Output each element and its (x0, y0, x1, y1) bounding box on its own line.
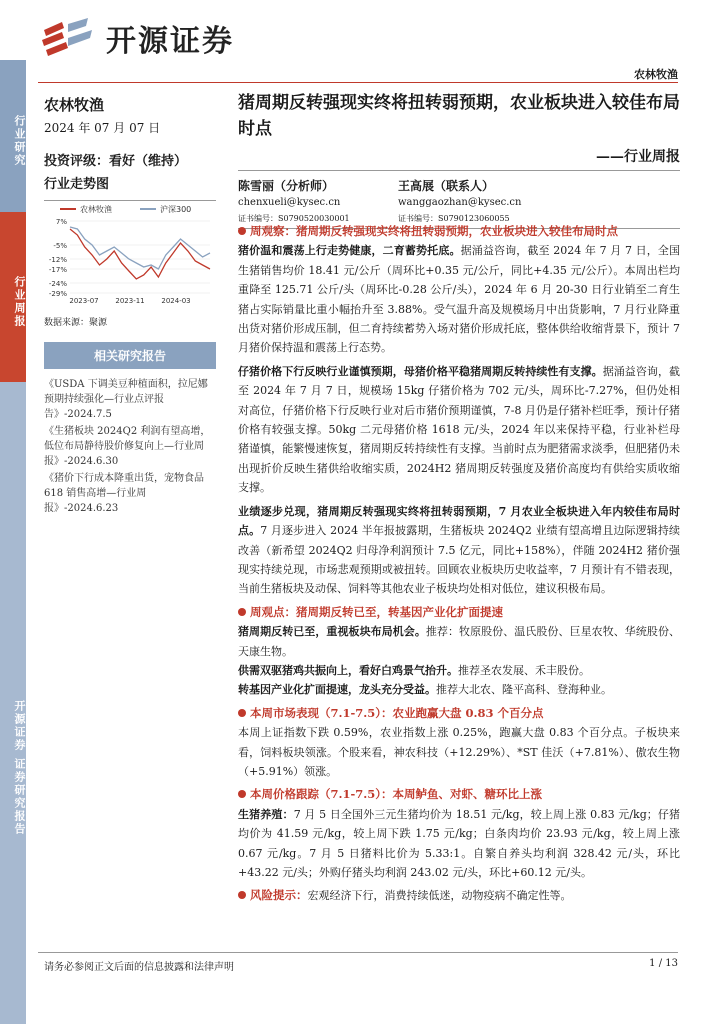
author-name: 王高展（联系人） (398, 179, 495, 193)
related-reports-list (44, 377, 216, 516)
section-heading (238, 785, 680, 804)
side-band-report: 开源证券 证券研究报告 (0, 382, 26, 1024)
subtitle-rule (238, 170, 680, 171)
author-card (238, 177, 398, 224)
paragraph-lead: 生猪养殖： (238, 807, 294, 821)
x-tick-label: 2024-03 (161, 297, 191, 305)
section-heading-text: 周观察：猪周期反转强现实终将扭转弱预期，农业板块进入较佳布局时点 (250, 224, 618, 238)
footer-disclaimer: 请务必参阅正文后面的信息披露和法律声明 (44, 962, 234, 973)
header-sector: 农林牧渔 (634, 68, 678, 81)
paragraph (238, 723, 680, 781)
paragraph (238, 805, 680, 883)
y-tick-label: -17% (48, 266, 67, 274)
paragraph-text: 推荐：牧原股份、温氏股份、巨星农牧、华统股份、天康生物。 (238, 625, 681, 658)
author-card (398, 177, 558, 224)
paragraph-lead: 仔猪价格下行反映行业谨慎预期，母猪价格平稳猪周期反转持续性有支撑。 (238, 364, 603, 378)
section-heading (238, 888, 308, 902)
trend-chart (44, 200, 216, 313)
paragraph-lead: 猪周期反转已至，重视板块布局机会。 (238, 625, 426, 639)
paragraph-text: 本周上证指数下跌 0.59%，农业指数上涨 0.25%，跑赢大盘 0.83 个百分点。子板块来看，饲料板块领涨。个股来看，神农科技（+12.29%）、*ST 佳沃（+7.81%）、傲农生物（+5.91%）领涨。 (238, 726, 680, 778)
paragraph-lead: 转基因产业化扩面提速，龙头充分受益。 (238, 683, 436, 697)
side-band-industry-research: 行业研究 (0, 60, 26, 212)
side-band-weekly: 行业周报 (0, 212, 26, 382)
paragraph-text: 推荐圣农发展、禾丰股份。 (458, 663, 590, 677)
trend-chart-svg (44, 201, 216, 309)
series-line (70, 227, 210, 269)
paragraph (238, 502, 680, 599)
authors (238, 177, 680, 224)
series-line (70, 229, 210, 279)
paragraph-text: 宏观经济下行，消费持续低迷，动物疫病不确定性等。 (307, 889, 572, 903)
paragraph-text: 据涌益咨询，截至 2024 年 7 月 7 日，全国生猪销售均价 18.41 元/公斤（周环比+0.35 元/公斤，同比+4.35 元/公斤）。本周出栏均重降至 125.71 公斤/头（周环比-0.28 公斤/头），2024 年 6 月 20-30 日行业销至二育生猪占实际销量比重小幅抬升至 3.88%。受气温升高及规模场月中出货影响，7 月行业降重出货对猪价形成压制，但二育持续蓄势入场对猪价形成托底，整体供给收缩背景下，预计 7 月猪价保持温和震荡上行态势。 (238, 244, 680, 355)
section-heading-text: 周观点：猪周期反转已至，转基因产业化扩面提速 (250, 604, 503, 619)
risk-warning (238, 886, 680, 905)
trend-chart-title: 行业走势图 (44, 177, 110, 192)
paragraph-lead: 猪价温和震荡上行走势健康，二育蓄势托底。 (238, 244, 461, 258)
section-heading (238, 704, 680, 723)
report-date: 2024 年 07 月 07 日 (44, 121, 161, 135)
y-tick-label: -24% (48, 280, 67, 288)
paragraph-lead: 业绩逐步兑现，猪周期反转强现实终将扭转弱预期，7 月农业全板块进入年内较佳布局时点。 (238, 504, 680, 538)
section-heading (238, 603, 680, 622)
paragraph-text: 推荐大北农、隆平高科、登海种业。 (436, 683, 612, 697)
legend-label: 沪深300 (160, 205, 192, 214)
y-tick-label: 7% (55, 218, 67, 226)
paragraph-text: 7 月逐步进入 2024 半年报披露期，生猪板块 2024Q2 业绩有望高增且边际逻辑持续改善（新希望 2024Q2 归母净利润预计 7.5 亿元，同比+158%），伴随 2024H2 猪价强现实持续兑现，市场悲观预期或被扭转。回顾农业板块历史收益率，7 月预计有不错表现，当前生猪板块及动保、饲料等其他农业子板块均处相对低位，建议积极布局。 (238, 524, 681, 596)
page-number: 1 / 13 (649, 958, 678, 969)
paragraph (238, 622, 680, 661)
bullet-icon (238, 227, 246, 235)
related-report-item[interactable]: 《生猪板块 2024Q2 利润有望高增，低位布局静待股价修复向上—行业周报》-2024.6.30 (44, 426, 211, 467)
paragraph (238, 680, 680, 699)
brand-name: 开源证券 (106, 24, 234, 59)
header-rule (38, 82, 678, 83)
paragraph-text: 据涌益咨询，截至 2024 年 7 月 7 日，规模场 15kg 仔猪价格为 702 元/头，周环比-7.27%，但仍处相对高位，仔猪价格下行反映行业对后市猪价预期谨慎，7-8 月仍是仔猪补栏旺季，预计仔猪价格有较强支撑。50kg 二元母猪价格 1618 元/头，2024 年以来保持平稳，行业补栏母猪谨慎，能繁慢速恢复，猪周期反转持续性有支撑。当前时点为肥猪需求淡季，但肥猪仍未出现折价反映生猪供给收缩实质，2024H2 猪周期反转强度及猪价高度均有供给实质收缩支撑。 (238, 364, 681, 495)
related-reports-title: 相关研究报告 (44, 342, 216, 369)
section-heading-text: 本周价格跟踪（7.1-7.5）：本周鲈鱼、对虾、糖环比上涨 (250, 787, 543, 802)
y-tick-label: -29% (48, 290, 67, 298)
related-report-item[interactable]: 《USDA 下调美豆种植面积，拉尼娜预期持续强化—行业点评报告》-2024.7.5 (44, 379, 208, 420)
bullet-icon (238, 608, 246, 616)
author-email[interactable]: chenxueli@kysec.cn (238, 197, 341, 208)
author-email[interactable]: wanggaozhan@kysec.cn (398, 197, 522, 208)
footer-rule (38, 952, 678, 953)
author-cert: 证书编号：S0790123060055 (398, 214, 510, 223)
section-heading (238, 222, 680, 241)
kaiyuan-logo-icon (38, 18, 96, 58)
paragraph (238, 362, 680, 498)
investment-rating: 投资评级：看好（维持） (44, 154, 188, 169)
bullet-icon (238, 790, 246, 798)
section-heading-text: 风险提示： (250, 888, 308, 903)
author-cert: 证书编号：S0790520030001 (238, 214, 350, 223)
paragraph-lead: 供需双驱猪鸡共振向上，看好白鸡景气抬升。 (238, 663, 458, 677)
x-tick-label: 2023-07 (69, 297, 99, 305)
paragraph (238, 241, 680, 357)
left-column (44, 94, 216, 518)
bullet-icon (238, 709, 246, 717)
report-subtitle: ——行业周报 (596, 149, 680, 165)
related-report-item[interactable]: 《猪价下行成本降重出货，宠物食品 618 销售高增—行业周报》-2024.6.23 (44, 473, 204, 514)
paragraph (238, 661, 680, 680)
sector-name: 农林牧渔 (44, 96, 105, 114)
section-heading-text: 本周市场表现（7.1-7.5）：农业跑赢大盘 0.83 个百分点 (250, 705, 544, 720)
x-tick-label: 2023-11 (115, 297, 145, 305)
paragraph-text: 7 月 5 日全国外三元生猪均价为 18.51 元/kg，较上周上涨 0.83 元/kg；仔猪均价为 41.59 元/kg，较上周下跌 1.75 元/kg；白条肉均价 23.93 元/kg，较上周上涨 0.67 元/kg。7 月 5 日猪料比价为 5.33:1。自繁自养头均利润 328.42 元/头，环比+43.22 元/头；外购仔猪头均利润 243.02 元/头，环比+60.12 元/头。 (238, 807, 681, 879)
report-header (238, 90, 680, 229)
author-name: 陈雪丽（分析师） (238, 179, 335, 193)
y-tick-label: -12% (48, 256, 67, 264)
report-body (238, 222, 680, 906)
bullet-icon (238, 891, 246, 899)
report-title: 猪周期反转强现实终将扭转弱预期，农业板块进入较佳布局时点 (238, 93, 680, 139)
data-source: 数据来源：聚源 (44, 318, 108, 328)
y-tick-label: -5% (53, 242, 67, 250)
brand-logo (38, 18, 234, 58)
legend-label: 农林牧渔 (80, 205, 112, 214)
